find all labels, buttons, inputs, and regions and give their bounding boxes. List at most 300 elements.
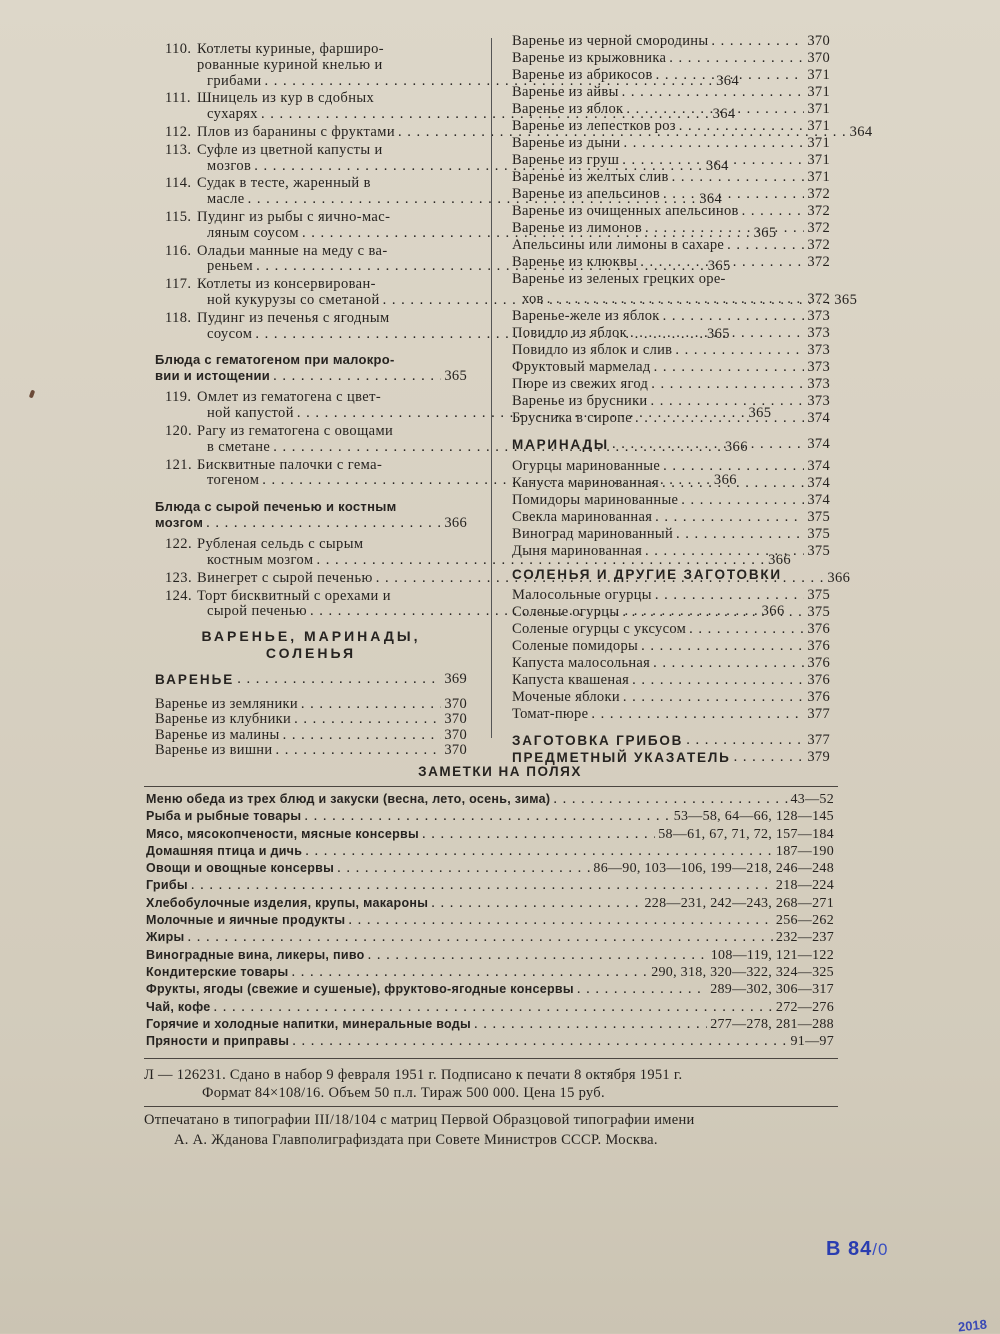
leader-dots [623,136,804,152]
entry-line: Пудинг из рыбы с яично-мас- [197,208,391,225]
entry-number: 120. [165,422,192,439]
toc-row [512,34,830,50]
page-number: 228—231, 242—243, 268—271 [644,895,834,911]
entry-text: грибами [207,72,262,89]
entry-number: 123. [165,569,192,586]
leader-dots [654,360,805,376]
pencil-mark: 2018 [957,1316,988,1334]
imprint-top-rule [144,1058,838,1059]
page-number: 366 [724,438,748,455]
leader-dots [622,605,804,621]
entry-line: рованные куриной кнелью и [197,56,383,73]
entry-text: сырой печенью [207,603,308,620]
entry-line: Котлеты из консервирован- [197,276,376,293]
jam-subheading: ВАРЕНЬЕ . . . 369 [155,672,467,688]
toc-row [512,411,830,427]
toc-row [512,119,830,135]
toc-row [146,844,834,859]
page-number: 364 [712,106,736,123]
page-number: 375 [807,587,830,603]
entry-text: ной капустой [207,405,294,422]
entry-text: масле [207,191,245,208]
leader-dots [626,102,804,118]
row-text: Повидло из яблок и слив [512,341,673,358]
entry-line: Торт бисквитный с орехами и [197,587,391,604]
page-number: 256—262 [775,913,834,929]
page-number: 376 [807,672,830,688]
page-number: 364 [716,72,740,89]
imprint-line-4: А. А. Жданова Главполиграфиздата при Совете Министров СССР. Москва. [174,1132,658,1148]
notes-list [146,792,834,1051]
toc-row [155,712,467,728]
column-divider [491,38,492,738]
row-text: Варенье из земляники [155,695,298,712]
leader-dots [474,1017,707,1032]
entry-number: 110. [165,41,192,57]
toc-row [146,792,834,807]
row-text: Фрукты, ягоды (свежие и сушеные), фруктово-ягодные консервы [146,982,574,997]
toc-row [146,1034,834,1049]
page-number: 365 [707,325,730,342]
toc-row [512,673,830,689]
page-number: 377 [807,731,830,748]
leader-dots [681,493,804,509]
page-number: 373 [807,307,830,324]
page-number: 370 [444,726,467,743]
library-stamp: В 84/0 [826,1238,889,1260]
page-number: 364 [849,123,873,140]
entry-text: Плов из баранины с фруктами [197,123,395,140]
page-number: 365 [753,224,777,241]
row-text: Капуста квашеная [512,672,630,688]
leader-dots [686,733,804,749]
leader-dots [630,326,804,342]
toc-row [512,476,830,492]
leader-dots [679,119,805,135]
page-number: 91—97 [790,1034,834,1050]
entry-text: мозгов [207,157,252,174]
toc-row [512,750,830,766]
leader-dots [632,673,804,689]
page-number: 58—61, 67, 71, 72, 157—184 [658,826,834,842]
leader-dots [662,476,804,492]
entry-number: 119. [165,389,192,406]
toc-row [512,309,830,325]
page-number: 370 [444,742,467,759]
entry-line: Пудинг из печенья с ягодным [197,309,390,326]
toc-row [512,510,830,526]
page-number: 371 [807,169,830,185]
leader-dots [669,51,804,67]
toc-row [146,965,834,980]
toc-row [512,204,830,220]
leader-dots [283,728,442,744]
toc-row [512,622,830,638]
page-number: 366 [827,569,851,586]
page-number: 365 [748,405,772,422]
page-number: 379 [807,748,830,765]
toc-row [512,394,830,410]
entry-number: 112. [165,123,192,140]
page-number: 372 [807,220,830,236]
toc-row [146,982,834,997]
row-text: Варенье из абрикосов [512,67,653,83]
page-number: 371 [807,84,830,100]
page-number: 364 [699,191,723,208]
entry-line: Оладьи манные на меду с ва- [197,242,388,259]
row-text: Помидоры маринованные [512,491,679,508]
toc-row [512,605,830,621]
hemato-heading-line1: Блюда с гематогеном при малокро- [155,352,395,368]
page-number: 373 [807,341,830,358]
entry-line: Суфле из цветной капусты и [197,141,383,158]
leader-dots [348,913,773,928]
page-number: 370 [807,50,830,66]
leader-dots [368,948,708,963]
page-number: 370 [444,695,467,712]
liver-section [155,499,467,531]
leader-dots [553,792,787,807]
row-text: Варенье из дыни [512,135,621,151]
toc-row [512,459,830,475]
entry-number: 111. [165,90,191,107]
row-text: Виноград маринованный [512,525,674,542]
row-text: Томат-пюре [512,706,589,722]
page-number: 371 [807,101,830,117]
toc-row [146,896,834,911]
paper-speck [29,390,35,399]
row-text: Кондитерские товары [146,964,289,979]
row-text: Рыба и рыбные товары [146,809,302,824]
page-number: 366 [768,551,792,568]
row-text: Огурцы маринованные [512,457,661,474]
row-text: Варенье из айвы [512,84,619,100]
toc-row [512,377,830,393]
page-number: 232—237 [775,930,834,946]
toc-row [512,733,830,749]
leader-dots [305,844,773,859]
page-number: 372 [807,186,830,202]
toc-row [512,343,830,359]
page-number: 377 [807,706,830,722]
toc-row [512,656,830,672]
page-number: 365 [834,291,858,308]
toc-row [512,238,830,254]
toc-row [512,51,830,67]
toc-row [146,1000,834,1015]
leader-dots [655,588,805,604]
jam-right-list-2 [512,309,830,427]
row-text: Горячие и холодные напитки, минеральные воды [146,1016,472,1031]
toc-row [512,102,830,118]
final-headings [512,733,830,766]
page-number: 373 [807,324,830,341]
entry-number: 113. [165,141,192,158]
row-text: Варенье из клубники [155,711,292,728]
toc-row [155,743,467,759]
page-number: 371 [807,152,830,168]
page-number: 290, 318, 320—322, 324—325 [651,964,834,980]
entry-number: 117. [165,276,192,293]
leader-dots [656,68,805,84]
entry-line: Рагу из гематогена с овощами [197,422,394,439]
row-text: Домашняя птица и дичь [146,843,303,858]
toc-row [512,527,830,543]
row-text: Варенье из клюквы [512,254,638,270]
page-number: 375 [807,542,830,559]
section-title-line1: ВАРЕНЬЕ, МАРИНАДЫ, [201,628,421,645]
leader-dots [653,656,804,672]
row-text: Виноградные вина, ликеры, пиво [146,947,365,962]
leader-dots [675,343,804,359]
leader-dots [734,750,805,766]
row-text: Капуста малосольная [512,655,651,671]
row-text: ПРЕДМЕТНЫЙ УКАЗАТЕЛЬ [512,749,731,765]
entry-line: Котлеты куриные, фарширо- [197,41,384,57]
entry-number: 122. [165,536,192,553]
page-number: 376 [807,621,830,637]
row-text: Моченые яблоки [512,689,620,705]
toc-row [512,326,830,342]
leader-dots [431,896,641,911]
leader-dots [214,1000,773,1015]
entry-line: Шницель из кур в сдобных [197,90,375,107]
toc-row [512,544,830,560]
page-number: 370 [807,33,830,49]
leader-dots [711,34,804,50]
page-number: 373 [807,375,830,392]
imprint-line-1: Л — 126231. Сдано в набор 9 февраля 1951 г. Подписано к печати 8 октября 1951 г. [144,1067,683,1083]
row-text: Хлебобулочные изделия, крупы, макароны [146,895,429,910]
row-text: Соленые огурцы с уксусом [512,621,687,637]
page-number: 371 [807,67,830,83]
page-number: 370 [444,711,467,728]
entry-number: 118. [165,309,192,326]
row-text: Соленые помидоры [512,638,639,654]
leader-dots [191,878,773,893]
toc-row [512,639,830,655]
page-number: 375 [807,525,830,542]
marinades-heading: МАРИНАДЫ . . . 374 [512,437,830,453]
row-text: Молочные и яичные продукты [146,913,346,928]
page-number: 374 [807,457,830,474]
page-number: 371 [807,135,830,151]
page-number: 277—278, 281—288 [710,1016,834,1032]
toc-row [155,697,467,713]
entry-text: костным мозгом [207,551,314,568]
row-text: Мясо, мясокопчености, мясные консервы [146,826,419,841]
page-number: 366 [761,603,785,620]
row-text: Пряности и приправы [146,1034,290,1049]
page-number: 374 [807,491,830,508]
toc-right-column [512,34,830,767]
marinades-list [512,459,830,560]
row-text: Жиры [146,930,185,945]
leader-dots [663,187,804,203]
row-text: Капуста маринованная [512,474,659,491]
row-text: Свекла маринованная [512,508,653,525]
row-text: ЗАГОТОВКА ГРИБОВ [512,732,684,748]
leader-dots [651,394,805,410]
entry-number: 114. [165,175,192,192]
entry-line: Судак в тесте, жаренный в [197,175,371,192]
row-text: Варенье из апельсинов [512,186,660,202]
page-number: 376 [807,638,830,654]
page-number: 374 [807,474,830,491]
leader-dots [294,712,441,728]
leader-dots [672,170,805,186]
row-text: Чай, кофе [146,999,211,1014]
toc-row [512,360,830,376]
toc-row [512,588,830,604]
row-text: Апельсины или лимоны в сахаре [512,237,725,253]
entry-line: Рубленая сельдь с сырым [197,536,364,553]
row-text: Варенье из желтых слив [512,169,669,185]
entry-line: Бисквитные палочки с гема- [197,456,383,473]
pickles-list [512,588,830,723]
entry-text: сухарях [207,106,258,123]
row-text: Повидло из яблок [512,324,627,341]
leader-dots [188,930,773,945]
leader-dots [742,204,805,220]
leader-dots [623,690,804,706]
row-text: Дыня маринованная [512,542,643,559]
leader-dots [663,459,804,475]
row-text: Варенье из лимонов [512,220,643,236]
entry-text: тогеном [207,472,260,489]
toc-row [146,809,834,824]
page-number: 372 [807,254,830,270]
entry-number: 115. [165,208,192,225]
leader-dots [651,377,804,393]
leader-dots [301,697,441,713]
row-text: Меню обеда из трех блюд и закуски (весна, лето, осень, зима) [146,792,551,806]
toc-row [512,68,830,84]
row-text: Варенье из вишни [155,742,273,759]
page-number: 373 [807,358,830,375]
notes-top-rule [144,786,838,787]
entry-text: соусом [207,325,253,342]
row-text: Овощи и овощные консервы [146,861,335,876]
toc-row [512,707,830,723]
toc-row [512,153,830,169]
row-text: Пюре из свежих ягод [512,375,649,392]
entry-text: ной кукурузы со сметаной [207,291,380,308]
row-text: Варенье из очищенных апельсинов [512,203,739,219]
toc-row [146,948,834,963]
toc-row [512,221,830,237]
imprint-line-3: Отпечатано в типографии III/18/104 с матриц Первой Образцовой типографии имени [144,1112,695,1128]
leader-dots [635,411,804,427]
entry-number: 116. [165,242,192,259]
row-text: Варенье из черной смородины [512,33,709,49]
leader-dots [337,861,590,876]
row-text: Брусника в сиропе [512,409,632,426]
imprint-block-2 [144,1110,844,1150]
entry-number: 124. [165,587,192,604]
leader-dots [641,639,804,655]
leader-dots [577,982,707,997]
page-number: 365 [707,258,731,275]
page-number: 86—90, 103—106, 199—218, 246—248 [593,861,834,877]
row-text: Фруктовый мармелад [512,358,651,375]
leader-dots [622,153,804,169]
leader-dots [591,707,804,723]
row-text: Варенье из лепестков роз [512,118,676,134]
toc-row [512,690,830,706]
leader-dots [689,622,804,638]
page-number: 371 [807,118,830,134]
row-text: Соленые огурцы [512,604,620,620]
leader-dots [655,510,804,526]
entry-text: реньем [207,258,254,275]
jam-right-list [512,34,830,271]
row-text: Варенье из груш [512,152,620,168]
walnut-entry: Варенье из зеленых грецких оре- хов . . . 372 [512,272,830,307]
toc-row [512,85,830,101]
page-number: 376 [807,689,830,705]
page-number: 375 [807,604,830,620]
leader-dots [727,238,804,254]
liver-heading-line1: Блюда с сырой печенью и костным [155,499,397,515]
entry-text: Винегрет с сырой печенью [197,569,373,586]
leader-dots [663,309,805,325]
page-number: 218—224 [775,878,834,894]
row-text: Варенье из брусники [512,392,648,409]
toc-row [512,255,830,271]
toc-row [512,187,830,203]
toc-row [155,728,467,744]
page-number: 376 [807,655,830,671]
toc-row [146,913,834,928]
leader-dots [292,1034,787,1049]
leader-dots [645,221,804,237]
leader-dots [640,255,804,271]
page-number: 372 [807,237,830,253]
toc-row [146,930,834,945]
leader-dots [275,743,441,759]
imprint-line-2: Формат 84×108/16. Объем 50 п.л. Тираж 500 000. Цена 15 руб. [202,1085,605,1101]
page-number: 366 [713,472,737,489]
toc-row [146,827,834,842]
entry-text: ляным соусом [207,224,299,241]
imprint-middle-rule [144,1106,838,1107]
page-number: 53—58, 64—66, 128—145 [673,809,834,825]
entry-number: 121. [165,456,192,473]
row-text: Варенье из яблок [512,101,624,117]
row-text: Малосольные огурцы [512,587,652,603]
page-number: 372 [807,203,830,219]
page-number: 108—119, 121—122 [710,947,834,963]
page-number: 272—276 [775,999,834,1015]
hemato-section [155,352,467,384]
leader-dots [422,827,655,842]
hemato-heading-line2: вии и истощении . . . 365 [155,368,467,384]
page-number: 375 [807,508,830,525]
leader-dots [304,809,670,824]
liver-heading-line2: мозгом . . . 366 [155,515,467,531]
notes-title: ЗАМЕТКИ НА ПОЛЯХ [418,764,582,779]
jam-left-list [155,697,467,759]
toc-row [512,136,830,152]
page-number: 43—52 [790,792,834,807]
section-title-line2: СОЛЕНЬЯ [265,645,357,662]
entry-line: Омлет из гематогена с цвет- [197,389,382,406]
imprint-block-1 [144,1066,844,1102]
pickles-heading: СОЛЕНЬЯ И ДРУГИЕ ЗАГОТОВКИ [512,567,782,582]
toc-row [146,861,834,876]
leader-dots [676,527,804,543]
